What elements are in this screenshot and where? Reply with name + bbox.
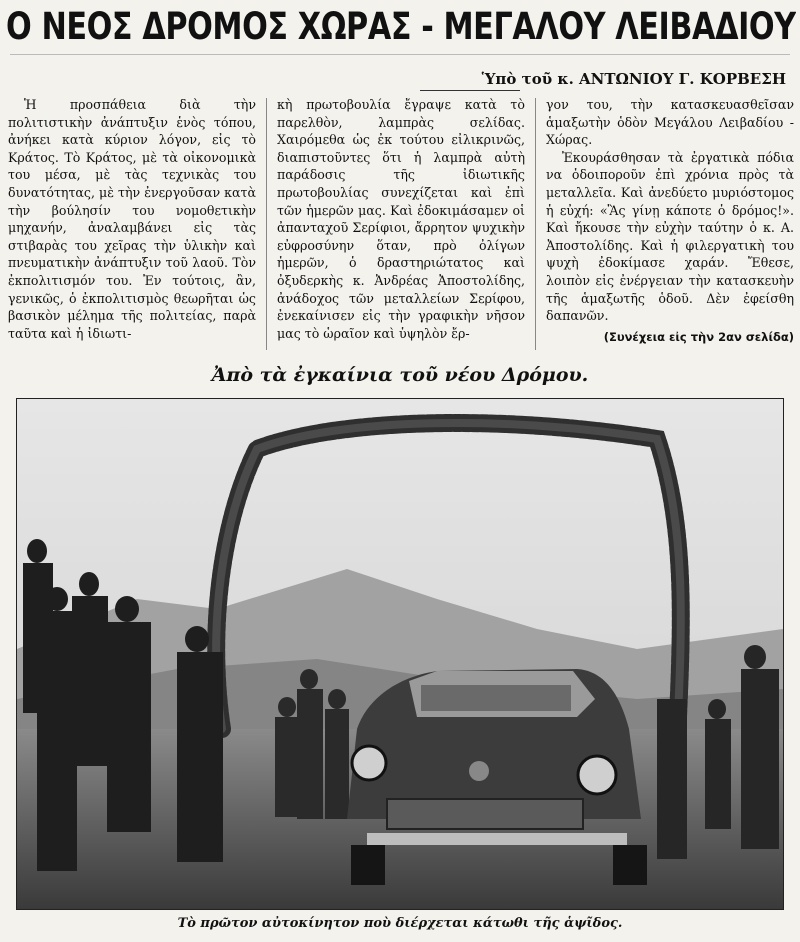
article-column-3 <box>546 96 794 352</box>
byline: Ὑπὸ τοῦ κ. ΑΝΤΩΝΙΟΥ Γ. ΚΟΡΒΕΣΗ <box>481 70 786 88</box>
column-divider <box>266 98 267 350</box>
article-paragraph: Ἡ προσπάθεια διὰ τὴν πολιτιστικὴν ἀνάπτυξιν ἑνὸς τόπου, ἀνήκει κατὰ κύριον λόγον, εἰς τὸ Κράτος. Τὸ Κράτος, μὲ τὰ οἰκονομικὰ του μέσα, μὲ τὰς τεχνικὰς του δυνατότητας, μὲ τὴν ἐνεργοῦσαν κατὰ τὴν βούλησίν του νομοθετικὴν μηχανήν, ἀναλαμβάνει εἰς τὰς στιβαρὰς του χεῖρας τὴν ὑλικὴν καὶ πνευματικὴν ἀνάπτυξιν τοῦ λαοῦ. Τὸν ἐκπολιτισμόν του. Ἐν τούτοις, ἂν, γενικῶς, ὁ ἐκπολιτισμὸς θεωρῆται ὡς βασικὸν μέλημα τῆς πολιτείας, παρὰ ταῦτα καὶ ἡ ἰδιωτι- <box>8 97 256 341</box>
continued-note: (Συνέχεια εἰς τὴν 2αν σελίδα) <box>603 329 794 344</box>
column-divider <box>535 98 536 350</box>
article-columns <box>8 96 794 352</box>
article-paragraph: κὴ πρωτοβουλία ἔγραψε κατὰ τὸ παρελθὸν, λαμπρὰς σελίδας. Χαιρόμεθα ὡς ἐκ τούτου εἰλικρινῶς, διαπιστοῦντες ὅτι ἡ λαμπρὰ αὐτὴ παράδοσις τῆς ἰδιωτικῆς πρωτοβουλίας συνεχίζεται καὶ ἐπὶ τῶν ἡμερῶν μας. Καὶ ἐδοκιμάσαμεν οἱ ἀπανταχοῦ Σερίφιοι, ἄρρητον ψυχικὴν εὐφροσύνην ὅταν, πρὸ ὀλίγων ἡμερῶν, ὁ δραστηριώτατος καὶ ὀξυδερκὴς κ. Ἀνδρέας Ἀποστολίδης, ἀνάδοχος τῶν μεταλλείων Σερίφου, ἐνεκαίνισεν εἰς τὴν γραφικὴν νῆσον μας τὸ ὡραῖον καὶ ὑψηλὸν ἔρ- <box>277 97 525 341</box>
headline-rule <box>10 54 790 55</box>
photo-title: Ἀπὸ τὰ ἐγκαίνια τοῦ νέου Δρόμου. <box>211 364 589 386</box>
photo-caption: Τὸ πρῶτον αὐτοκίνητον ποὺ διέρχεται κάτωθι τῆς ἁψῖδος. <box>177 916 623 931</box>
headline: Ο ΝΕΟΣ ΔΡΟΜΟΣ ΧΩΡΑΣ - ΜΕΓΑΛΟΥ ΛΕΙΒΑΔΙΟΥ <box>6 5 796 48</box>
inauguration-photo <box>16 398 784 910</box>
article-paragraph: Ἐκουράσθησαν τὰ ἐργατικὰ πόδια να ὁδοιποροῦν ἐπὶ χρόνια πρὸς τὰ μεταλλεῖα. Καὶ ἀνεδύετο μυριόστομος ἡ εὐχή: «Ἂς γίνῃ κάποτε ὁ δρόμος!». Καὶ ἤκουσε τὴν εὐχὴν ταύτην ὁ κ. Α. Ἀποστολίδης. Καὶ ἡ φιλεργατικὴ του ψυχὴ ἐδοκίμασε χαράν. Ἔθεσε, λοιπὸν εἰς ἐνέργειαν τὴν κατασκευὴν τῆς ἁμαξωτῆς ὁδοῦ. Δὲν ἐφείσθη δαπανῶν. <box>546 149 794 324</box>
article-column-2 <box>277 96 525 352</box>
photo-illustration <box>17 399 783 909</box>
byline-rule <box>420 90 520 91</box>
article-column-1 <box>8 96 256 352</box>
article-paragraph: γον του, τὴν κατασκευασθεῖσαν ἁμαξωτὴν ὁδὸν Μεγάλου Λειβαδίου - Χώρας. <box>546 97 794 148</box>
